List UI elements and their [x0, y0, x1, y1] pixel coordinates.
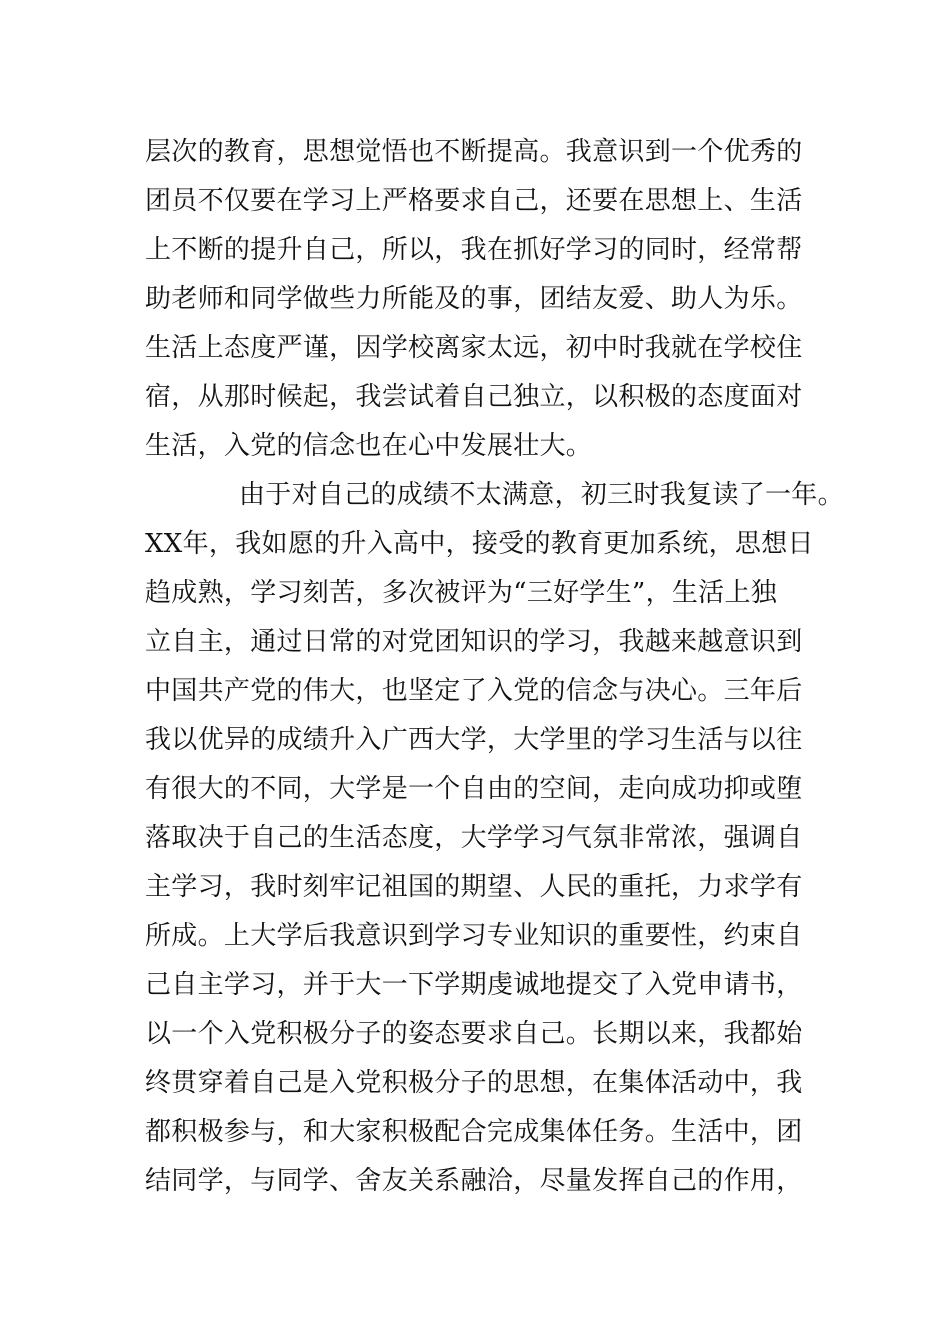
text-line: 落取决于自己的生活态度，大学学习气氛非常浓，强调自: [145, 823, 803, 853]
text-line: 主学习，我时刻牢记祖国的期望、人民的重托，力求学有: [145, 872, 803, 902]
text-line: 上不断的提升自己，所以，我在抓好学习的同时，经常帮: [145, 235, 803, 265]
text-line: 终贯穿着自己是入党积极分子的思想，在集体活动中，我: [145, 1068, 803, 1098]
text-line: 都积极参与，和大家积极配合完成集体任务。生活中，团: [145, 1117, 803, 1147]
text-line: 中国共产党的伟大，也坚定了入党的信念与决心。三年后: [145, 676, 803, 706]
text-line: 所成。上大学后我意识到学习专业知识的重要性，约束自: [145, 921, 803, 951]
text-line: XX年，我如愿的升入高中，接受的教育更加系统，思想日: [145, 529, 814, 559]
text-line: 生活上态度严谨，因学校离家太远，初中时我就在学校住: [145, 333, 803, 363]
text-line: 层次的教育，思想觉悟也不断提高。我意识到一个优秀的: [145, 137, 803, 167]
text-line: 我以优异的成绩升入广西大学，大学里的学习生活与以往: [145, 725, 803, 755]
text-line: 团员不仅要在学习上严格要求自己，还要在思想上、生活: [145, 186, 803, 216]
text-line: 生活，入党的信念也在心中发展壮大。: [145, 431, 593, 461]
text-line: 宿，从那时候起，我尝试着自己独立，以积极的态度面对: [145, 382, 803, 412]
text-line: 立自主，通过日常的对党团知识的学习，我越来越意识到: [145, 627, 803, 657]
text-line: 有很大的不同，大学是一个自由的空间，走向成功抑或堕: [145, 774, 803, 804]
text-line: 助老师和同学做些力所能及的事，团结友爱、助人为乐。: [145, 284, 803, 314]
body-text: [145, 128, 845, 1206]
text-line: 趋成熟，学习刻苦，多次被评为“三好学生”，生活上独: [145, 578, 778, 608]
text-line: 以一个入党积极分子的姿态要求自己。长期以来，我都始: [145, 1019, 803, 1049]
paragraph-start-line: 由于对自己的成绩不太满意，初三时我复读了一年。: [239, 480, 844, 510]
text-line: 己自主学习，并于大一下学期虔诚地提交了入党申请书，: [145, 970, 803, 1000]
text-line: 结同学，与同学、舍友关系融洽，尽量发挥自己的作用，: [145, 1166, 803, 1196]
